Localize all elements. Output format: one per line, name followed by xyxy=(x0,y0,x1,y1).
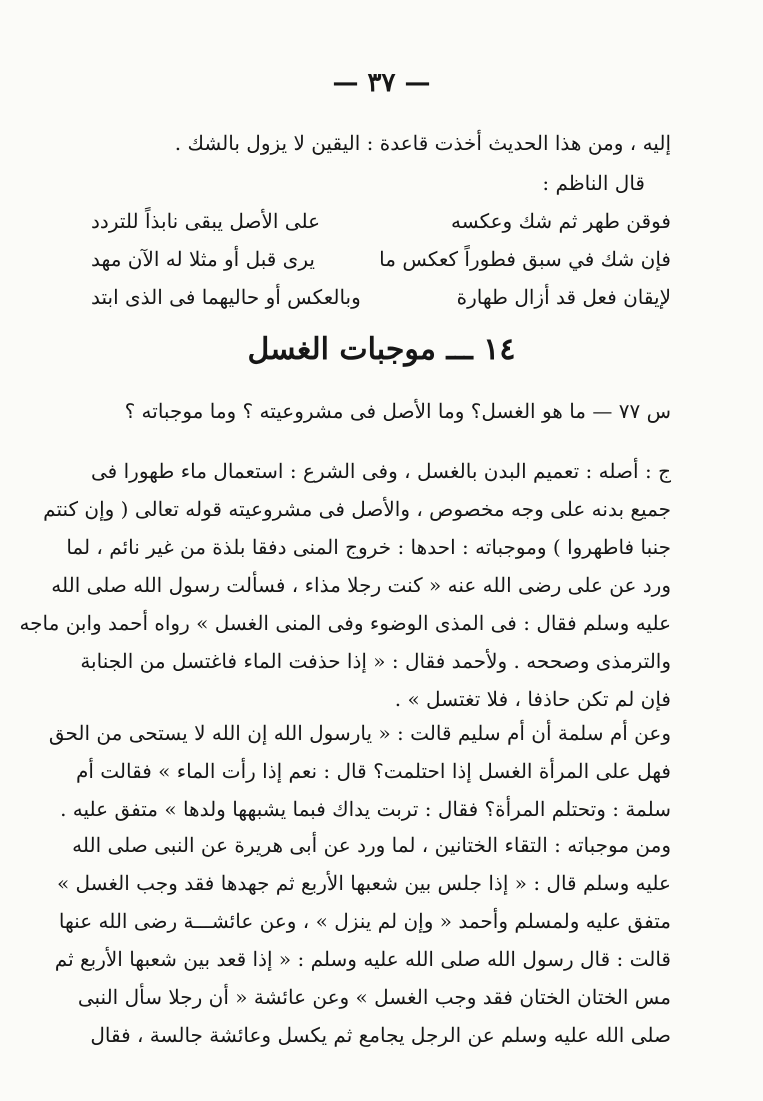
verse-first-half: لإيقان فعل قد أزال طهارة xyxy=(456,285,671,309)
poem-verse xyxy=(91,281,671,313)
answer-line: ج : أصله : تعميم البدن بالغسل ، وفى الشرع : استعمال ماء طهورا فى xyxy=(91,459,671,483)
answer-line: جميع بدنه على وجه مخصوص ، والأصل فى مشروعيته قوله تعالى ( وإن كنتم xyxy=(43,497,671,521)
answer-line: عليه وسلم قال : « إذا جلس بين شعبها الأربع ثم جهدها فقد وجب الغسل » xyxy=(56,871,671,895)
section-title: ١٤ ـــ موجبات الغسل xyxy=(247,332,516,367)
poem-verse xyxy=(91,205,671,237)
verse-first-half: فوقن طهر ثم شك وعكسه xyxy=(451,209,671,233)
page-number: — ٣٧ — xyxy=(332,68,431,98)
poem-verse xyxy=(91,243,671,275)
answer-line: ورد عن على رضى الله عنه « كنت رجلا مذاء ، فسألت رسول الله صلى الله xyxy=(51,573,671,597)
answer-line: مس الختان الختان فقد وجب الغسل » وعن عائشة « أن رجلا سأل النبى xyxy=(77,985,671,1009)
answer-line: فهل على المرأة الغسل إذا احتلمت؟ قال : نعم إذا رأت الماء » فقالت أم xyxy=(75,759,671,783)
question-text: س ٧٧ — ما هو الغسل؟ وما الأصل فى مشروعيته ؟ وما موجباته ؟ xyxy=(124,399,671,423)
answer-line: متفق عليه ولمسلم وأحمد « وإن لم ينزل » ، وعن عائشـــة رضى الله عنها xyxy=(58,909,671,933)
answer-line: وعن أم سلمة أن أم سليم قالت : « يارسول الله إن الله لا يستحى من الحق xyxy=(48,721,671,745)
poet-label: قال الناظم : xyxy=(542,171,645,195)
answer-line: عليه وسلم فقال : فى المذى الوضوء وفى المنى الغسل » رواه أحمد وابن ماجه xyxy=(19,611,671,635)
answer-line: فإن لم تكن حاذفا ، فلا تغتسل » . xyxy=(394,687,671,711)
verse-first-half: فإن شك في سبق فطوراً كعكس ما xyxy=(379,247,671,271)
answer-line: سلمة : وتحتلم المرأة؟ فقال : تربت يداك فبما يشبهها ولدها » متفق عليه . xyxy=(60,797,671,821)
verse-second-half: على الأصل يبقى نابذاً للتردد xyxy=(91,209,321,233)
verse-second-half: وبالعكس أو حاليهما فى الذى ابتد xyxy=(91,285,361,309)
answer-line: ومن موجباته : التقاء الختانين ، لما ورد عن أبى هريرة عن النبى صلى الله xyxy=(72,833,671,857)
answer-line: والترمذى وصححه . ولأحمد فقال : « إذا حذفت الماء فاغتسل من الجنابة xyxy=(80,649,671,673)
answer-line: قالت : قال رسول الله صلى الله عليه وسلم : « إذا قعد بين شعبها الأربع ثم xyxy=(54,947,671,971)
answer-line: جنبا فاطهروا ) وموجباته : احدها : خروج المنى دفقا بلذة من غير نائم ، لما xyxy=(66,535,671,559)
intro-line: إليه ، ومن هذا الحديث أخذت قاعدة : اليقين لا يزول بالشك . xyxy=(174,131,671,155)
answer-line: صلى الله عليه وسلم عن الرجل يجامع ثم يكسل وعائشة جالسة ، فقال xyxy=(90,1023,671,1047)
verse-second-half: يرى قبل أو مثلا له الآن مهد xyxy=(91,247,315,271)
